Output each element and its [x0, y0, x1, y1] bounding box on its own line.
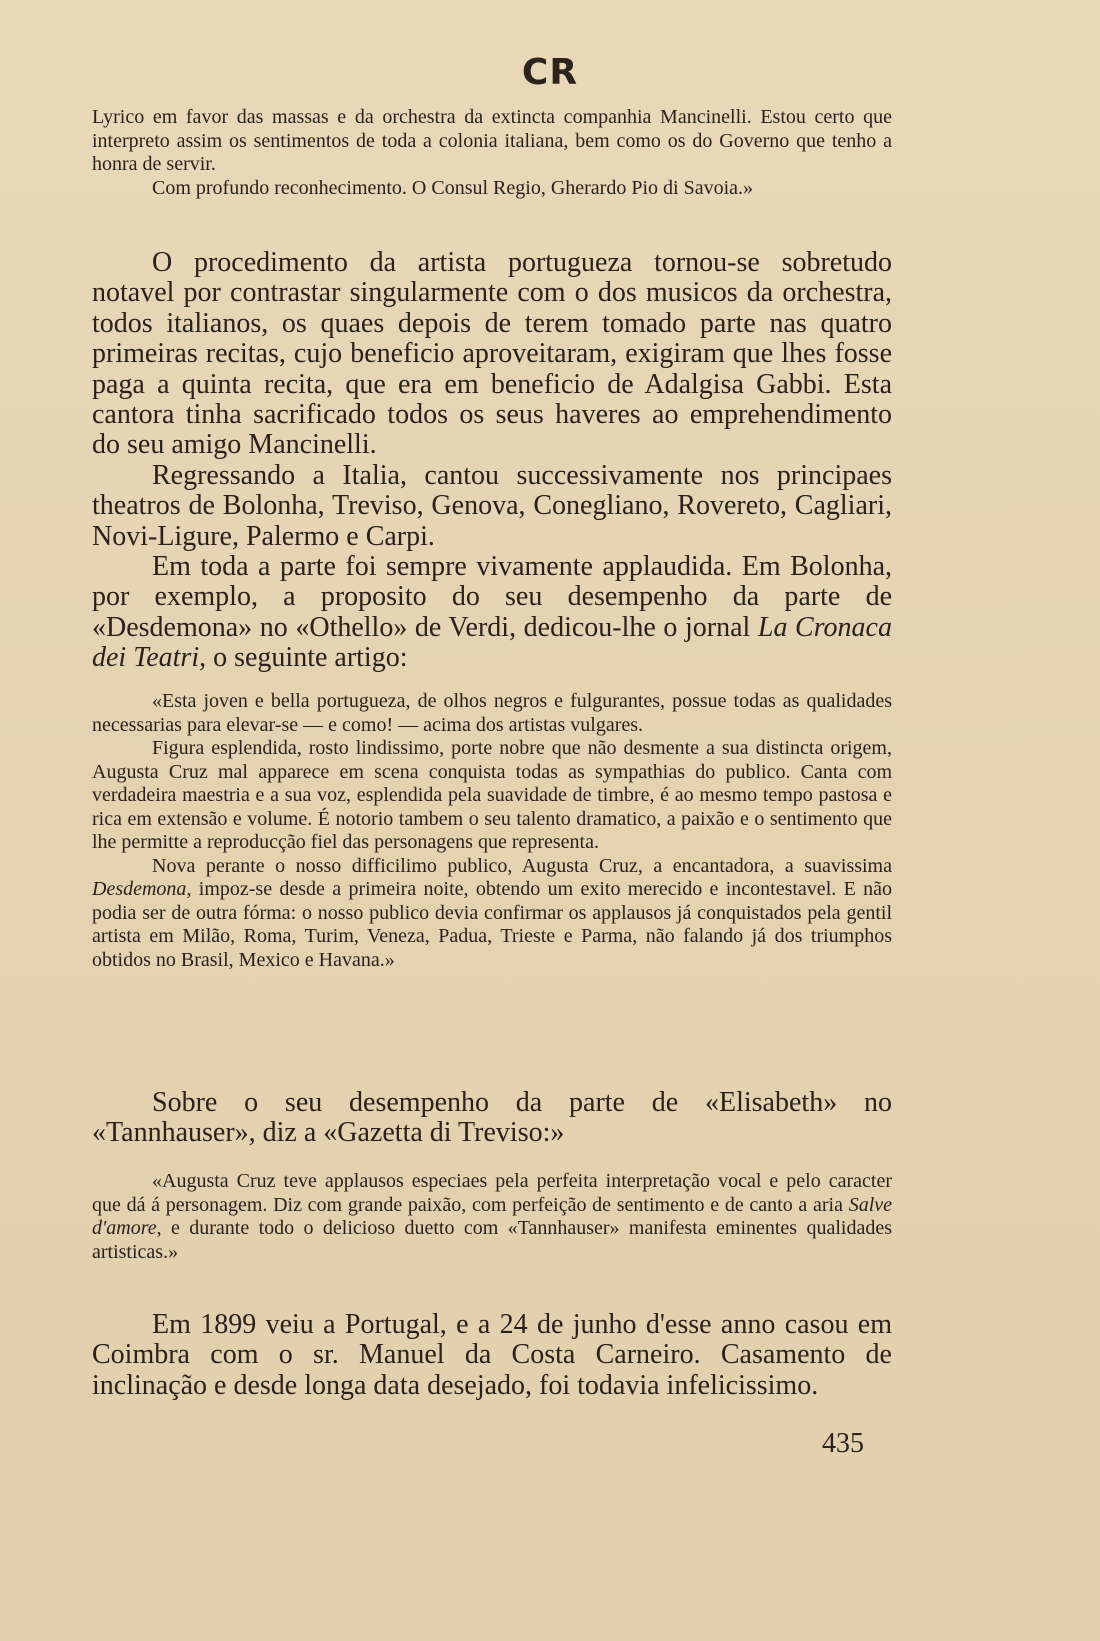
text-run: , impoz-se desde a primeira noite, obtendo um exito merecido e incontestavel. E não podia ser de outra fórma: o nosso publico devia confirmar os applausos já conquistados pela gentil artista em Milão, Roma, Turim, Veneza, Padua, Trieste e Parma, não falando já dos triumphos obtidos no Brasil, Mexico e Havana.»	[92, 878, 892, 971]
quotation-block-1	[92, 690, 892, 972]
narrative-section-2	[92, 1088, 892, 1149]
letter-ending-block	[92, 106, 892, 200]
text-run: «Augusta Cruz teve applausos especiaes pela perfeita interpretação vocal e pelo caracter que dá á personagem. Diz com grande paixão, com perfeição de sentimento e de canto a aria	[92, 1170, 892, 1216]
role-name: Desdemona	[92, 878, 187, 900]
quotation-block-2	[92, 1170, 892, 1264]
narrative-paragraph: Sobre o seu desempenho da parte de «Elisabeth» no «Tannhauser», diz a «Gazetta di Treviso:»	[92, 1087, 892, 1149]
page-number: 435	[822, 1428, 864, 1459]
narrative-paragraph	[92, 552, 892, 674]
quote-paragraph: Figura esplendida, rosto lindissimo, porte nobre que não desmente a sua distincta origem, Augusta Cruz mal apparece em scena conquista todas as sympathias do publico. Canta com verdadeira maestria e a sua voz, esplendida pela suavidade de timbre, é ao mesmo tempo pastosa e rica em extensão e volume. É notorio tambem o seu talento dramatico, a paixão e o sentimento que lhe permitte a reproducção fiel das personagens que representa.	[92, 737, 892, 853]
letter-paragraph: Lyrico em favor das massas e da orchestra da extincta companhia Mancinelli. Estou certo que interpreto assim os sentimentos de toda a colonia italiana, bem como os do Governo que tenho a honra de servir.	[92, 106, 892, 175]
letter-signature-paragraph: Com profundo reconhecimento. O Consul Regio, Gherardo Pio di Savoia.»	[152, 176, 754, 199]
text-run: Nova perante o nosso difficilimo publico, Augusta Cruz, a encantadora, a suavissima	[152, 854, 892, 877]
narrative-section-1	[92, 248, 892, 674]
narrative-paragraph: Em 1899 veiu a Portugal, e a 24 de junho d'esse anno casou em Coimbra com o sr. Manuel da Costa Carneiro. Casamento de inclinação e desde longa data desejado, foi todavia infelicissimo.	[92, 1309, 892, 1401]
page-header-monogram: CR	[521, 52, 579, 93]
quote-paragraph	[92, 1170, 892, 1264]
quote-paragraph: «Esta joven e bella portugueza, de olhos negros e fulgurantes, possue todas as qualidades necessarias para elevar-se — e como! — acima dos artistas vulgares.	[92, 690, 892, 736]
text-run: , o seguinte artigo:	[199, 642, 408, 674]
newspaper-title: La Cronaca dei Teatri	[92, 611, 892, 674]
text-run: , e durante todo o delicioso duetto com «Tannhauser» manifesta eminentes qualidades artisticas.»	[92, 1217, 892, 1263]
narrative-paragraph: Regressando a Italia, cantou successivamente nos principaes theatros de Bolonha, Treviso, Genova, Conegliano, Rovereto, Cagliari, Novi-Ligure, Palermo e Carpi.	[92, 459, 892, 552]
text-run: Em toda a parte foi sempre vivamente applaudida. Em Bolonha, por exemplo, a proposito do seu desempenho da parte de «Desdemona» no «Othello» de Verdi, dedicou-lhe o jornal	[92, 551, 892, 643]
narrative-paragraph: O procedimento da artista portugueza tornou-se sobretudo notavel por contrastar singularmente com o dos musicos da orchestra, todos italianos, os quaes depois de terem tomado parte nas quatro primeiras recitas, cujo beneficio aproveitaram, exigiram que lhes fosse paga a quinta recita, que era em beneficio de Adalgisa Gabbi. Esta cantora tinha sacrificado todos os seus haveres ao emprehendimento do seu amigo Mancinelli.	[92, 247, 892, 461]
narrative-section-3	[92, 1310, 892, 1401]
quote-paragraph	[92, 855, 892, 973]
aria-title: Salve d'amore	[92, 1193, 892, 1239]
